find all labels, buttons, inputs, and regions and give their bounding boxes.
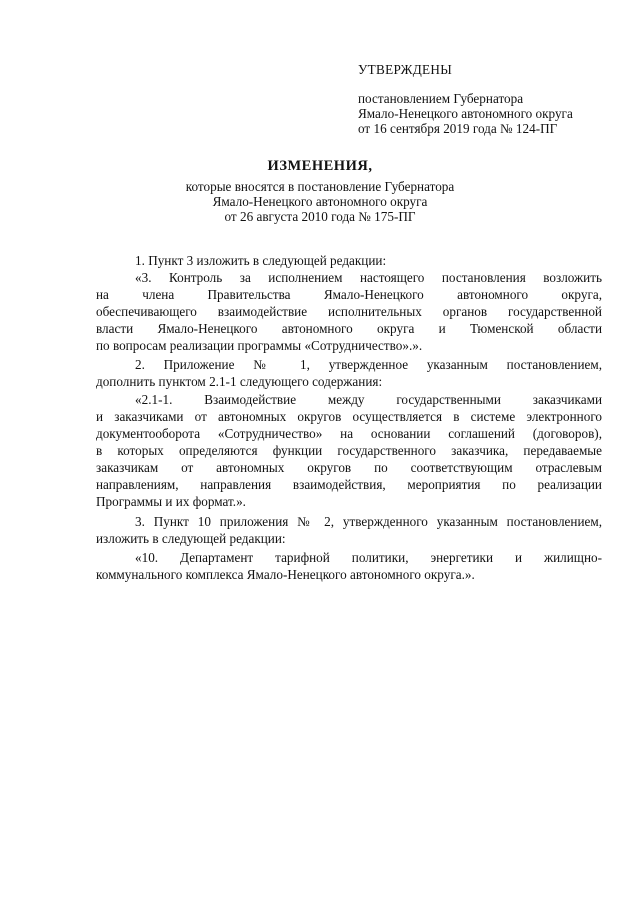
p2-line-2: дополнить пунктом 2.1-1 следующего содержания: <box>96 374 383 389</box>
approval-line-1: постановлением Губернатора <box>358 91 524 106</box>
p3-line-4: коммунального комплекса Ямало-Ненецкого автономного округа.». <box>96 567 475 582</box>
p2-line-9: Программы и их формат.». <box>96 494 246 509</box>
p1-line-5: власти Ямало-Ненецкого автономного округа и Тюменской области <box>96 321 602 336</box>
p1-line-6: по вопросам реализации программы «Сотрудничество».». <box>96 338 423 353</box>
approval-line-2: Ямало-Ненецкого автономного округа <box>358 106 573 121</box>
p2-line-4: и заказчиками от автономных округов осуществляется в системе электронного <box>96 409 602 424</box>
p1-line-1: 1. Пункт 3 изложить в следующей редакции: <box>135 253 387 268</box>
p2-line-5: документооборота «Сотрудничество» на основании соглашений (договоров), <box>96 426 602 441</box>
p2-line-7: заказчикам от автономных округов по соответствующим отраслевым <box>96 460 602 475</box>
p1-line-3: на члена Правительства Ямало-Ненецкого автономного округа, <box>96 287 602 302</box>
p1-line-2: «3. Контроль за исполнением настоящего постановления возложить <box>135 270 602 285</box>
p3-line-1: 3. Пункт 10 приложения № 2, утвержденного указанным постановлением, <box>135 514 602 529</box>
document-title: ИЗМЕНЕНИЯ, <box>267 158 373 174</box>
p1-line-4: обеспечивающего взаимодействие исполнительных органов государственной <box>96 304 602 319</box>
subtitle-line-2: Ямало-Ненецкого автономного округа <box>212 194 428 209</box>
p3-line-3: «10. Департамент тарифной политики, энергетики и жилищно- <box>135 550 602 565</box>
p2-line-8: направлениям, направления взаимодействия, мероприятия по реализации <box>96 477 602 492</box>
approval-heading: УТВЕРЖДЕНЫ <box>358 62 453 77</box>
approval-line-3: от 16 сентября 2019 года № 124-ПГ <box>358 121 558 136</box>
p2-line-3: «2.1-1. Взаимодействие между государственными заказчиками <box>135 392 602 407</box>
p3-line-2: изложить в следующей редакции: <box>96 531 286 546</box>
subtitle-line-3: от 26 августа 2010 года № 175-ПГ <box>224 209 416 224</box>
p2-line-6: в которых определяются функции государственного заказчика, передаваемые <box>96 443 602 458</box>
subtitle-line-1: которые вносятся в постановление Губернатора <box>185 179 455 194</box>
p2-line-1: 2. Приложение № 1, утвержденное указанным постановлением, <box>135 357 602 372</box>
